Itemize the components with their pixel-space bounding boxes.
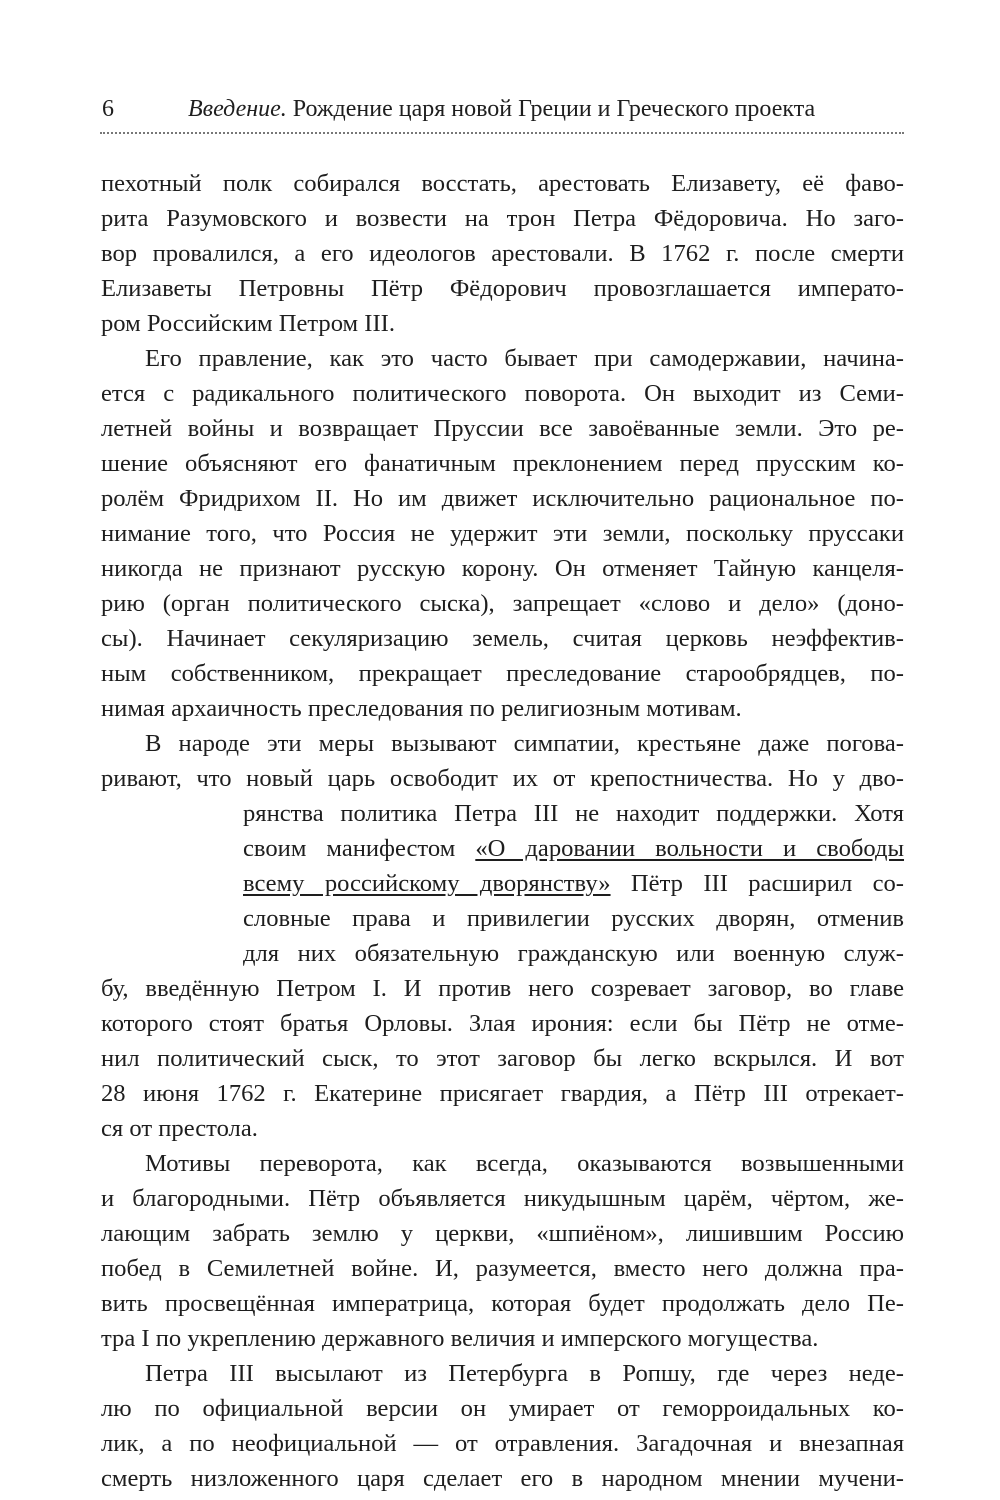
text-line: нимание того, что Россия не удержит эти земли, поскольку пруссаки [101, 520, 904, 547]
running-header [100, 94, 904, 134]
text-line: никогда не признают русскую корону. Он отменяет Тайную канцеля- [101, 555, 904, 582]
running-title [188, 96, 815, 123]
text-line: бу, введённую Петром I. И против него созревает заговор, во главе [101, 975, 904, 1002]
text-line: лик, а по неофициальной — от отравления. Загадочная и внезапная [101, 1430, 904, 1457]
text-line: ным собственником, прекращает преследование старообрядцев, по- [101, 660, 904, 687]
text-line: Елизаветы Петровны Пётр Фёдорович провозглашается императо- [101, 275, 904, 302]
text-line: смерть низложенного царя сделает его в народном мнении мучени- [101, 1465, 904, 1492]
chapter-title: Рождение царя новой Греции и Греческого проекта [292, 96, 816, 122]
text-line: словные права и привилегии русских дворян, отменив [243, 905, 904, 932]
text-line: 28 июня 1762 г. Екатерине присягает гвардия, а Пётр III отрекает- [101, 1080, 904, 1107]
text-line-with-link [243, 872, 904, 897]
text-line: шение объясняют его фанатичным преклонением перед прусским ко- [101, 450, 904, 477]
text-line: нил политический сыск, то этот заговор бы легко вскрылся. И вот [101, 1045, 904, 1072]
text-line: вить просвещённая императрица, которая будет продолжать дело Пе- [101, 1290, 904, 1317]
text-fragment: Пётр III расширил со- [630, 870, 904, 897]
paragraph-first-line: В народе эти меры вызывают симпатии, крестьяне даже погова- [145, 730, 904, 757]
text-line-with-link [243, 837, 904, 862]
text-line: рянства политика Петра III не находит поддержки. Хотя [243, 800, 904, 827]
text-line: побед в Семилетней войне. И, разумеется, вместо него должна пра- [101, 1255, 904, 1282]
text-line: лю по официальной версии он умирает от геморроидальных ко- [101, 1395, 904, 1422]
text-line: вор провалился, а его идеологов арестовали. В 1762 г. после смерти [101, 240, 904, 267]
text-line: ром Российским Петром III. [101, 310, 395, 337]
text-line: тра I по укреплению державного величия и имперского могущества. [101, 1325, 819, 1352]
manifesto-link-continued[interactable]: всему российскому дворянству» [243, 870, 611, 897]
page-number: 6 [102, 96, 114, 122]
text-line: сы). Начинает секуляризацию земель, считая церковь неэффектив- [101, 625, 904, 652]
paragraph-first-line: Его правление, как это часто бывает при самодержавии, начина- [145, 345, 904, 372]
text-line: ется с радикального политического поворота. Он выходит из Семи- [101, 380, 904, 407]
text-line: ся от престола. [101, 1115, 258, 1142]
manifesto-link[interactable]: «О даровании вольности и свободы [475, 835, 905, 862]
paragraph-first-line: Мотивы переворота, как всегда, оказываются возвышенными [145, 1150, 904, 1177]
section-label: Введение. [188, 96, 287, 122]
text-line: рита Разумовского и возвести на трон Петра Фёдоровича. Но заго- [101, 205, 904, 232]
text-line: и благородными. Пётр объявляется никудышным царём, чёртом, же- [101, 1185, 904, 1212]
text-line: для них обязательную гражданскую или военную служ- [243, 940, 904, 967]
text-line: рию (орган политического сыска), запрещает «слово и дело» (доно- [101, 590, 904, 617]
text-line: пехотный полк собирался восстать, арестовать Елизавету, её фаво- [101, 170, 904, 197]
text-line: летней войны и возвращает Пруссии все завоёванные земли. Это ре- [101, 415, 904, 442]
text-fragment: своим манифестом [243, 835, 456, 862]
text-line: ривают, что новый царь освободит их от крепостничества. Но у дво- [101, 765, 904, 792]
text-line: лающим забрать землю у церкви, «шпиёном», лишившим Россию [101, 1220, 904, 1247]
text-line: нимая архаичность преследования по религиозным мотивам. [101, 695, 742, 722]
paragraph-first-line: Петра III высылают из Петербурга в Ропшу, где через неде- [145, 1360, 904, 1387]
text-line: которого стоят братья Орловы. Злая ирония: если бы Пётр не отме- [101, 1010, 904, 1037]
text-line: ролём Фридрихом II. Но им движет исключительно рациональное по- [101, 485, 904, 512]
